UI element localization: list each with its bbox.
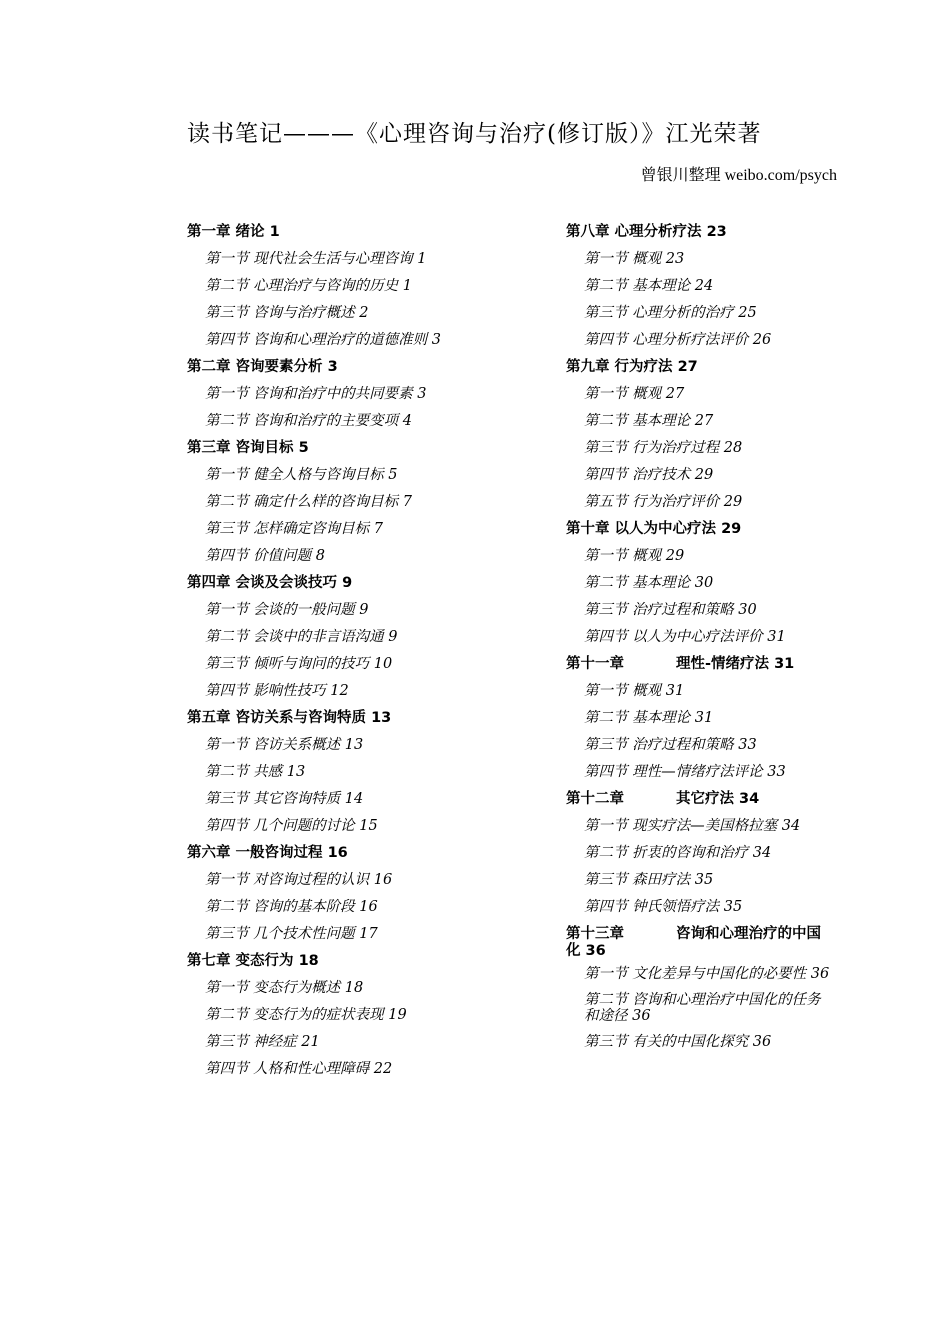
toc-chapter-number: 第十二章 <box>566 791 624 807</box>
toc-section-entry[interactable]: 第一节 咨访关系概述 13 <box>205 737 364 753</box>
toc-section-entry[interactable]: 第二节 折衷的咨询和治疗 34 <box>584 845 772 861</box>
toc-section-entry[interactable]: 第四节 几个问题的讨论 15 <box>205 818 378 834</box>
toc-section-entry[interactable]: 第二节 共感 13 <box>205 764 306 780</box>
toc-section-entry[interactable]: 第二节 心理治疗与咨询的历史 1 <box>205 278 412 294</box>
toc-section-entry[interactable]: 第二节 确定什么样的咨询目标 7 <box>205 494 412 510</box>
toc-section-entry[interactable]: 第三节 心理分析的治疗 25 <box>584 305 757 321</box>
toc-chapter-group <box>187 948 537 1083</box>
toc-chapter-number: 第十三章 <box>566 926 624 942</box>
toc-chapter-heading: 第五章 咨访关系与咨询特质 13 <box>187 710 392 726</box>
toc-section-entry[interactable]: 第二节 基本理论 30 <box>584 575 714 591</box>
toc-section-entry[interactable]: 第二节 基本理论 24 <box>584 278 714 294</box>
toc-section-entry[interactable]: 第一节 概观 23 <box>584 251 685 267</box>
toc-section-entry[interactable]: 第一节 会谈的一般问题 9 <box>205 602 369 618</box>
toc-chapter-number: 第十一章 <box>566 656 624 672</box>
toc-section-entry[interactable]: 第二节 会谈中的非言语沟通 9 <box>205 629 398 645</box>
toc-section-entry[interactable]: 第四节 心理分析疗法评价 26 <box>584 332 772 348</box>
toc-section-entry[interactable]: 第二节 基本理论 27 <box>584 413 714 429</box>
toc-chapter-heading <box>566 786 831 813</box>
toc-section-entry[interactable]: 第二节 变态行为的症状表现 19 <box>205 1007 407 1023</box>
toc-section-entry[interactable]: 第三节 咨询与治疗概述 2 <box>205 305 369 321</box>
toc-section-entry[interactable]: 第三节 怎样确定咨询目标 7 <box>205 521 383 537</box>
toc-chapter-heading: 第二章 咨询要素分析 3 <box>187 359 338 375</box>
toc-chapter-heading: 第十章 以人为中心疗法 29 <box>566 521 742 537</box>
toc-chapter-group <box>566 516 831 651</box>
toc-section-entry[interactable]: 第三节 有关的中国化探究 36 <box>584 1034 772 1050</box>
toc-chapter-heading: 第七章 变态行为 18 <box>187 953 319 969</box>
toc-chapter-group <box>187 570 537 705</box>
toc-section-entry[interactable]: 第一节 概观 31 <box>584 683 685 699</box>
toc-chapter-title: 咨询和心理治疗的中国化 36 <box>566 926 821 959</box>
toc-chapter-group <box>187 435 537 570</box>
toc-chapter-group <box>566 651 831 786</box>
toc-section-entry[interactable]: 第二节 基本理论 31 <box>584 710 714 726</box>
author-credit: 曾银川整理 weibo.com/psych <box>640 167 837 184</box>
toc-chapter-title: 理性-情绪疗法 31 <box>676 656 795 672</box>
toc-section-entry[interactable]: 第四节 价值问题 8 <box>205 548 325 564</box>
toc-section-entry[interactable]: 第四节 以人为中心疗法评价 31 <box>584 629 786 645</box>
toc-section-entry[interactable]: 第四节 治疗技术 29 <box>584 467 714 483</box>
toc-chapter-group <box>187 219 537 354</box>
toc-section-entry[interactable]: 第一节 现代社会生活与心理咨询 1 <box>205 251 427 267</box>
toc-chapter-heading: 第一章 绪论 1 <box>187 224 280 240</box>
toc-section-entry[interactable]: 第三节 治疗过程和策略 33 <box>584 737 757 753</box>
toc-chapter-group <box>566 786 831 921</box>
toc-section-entry[interactable]: 第三节 森田疗法 35 <box>584 872 714 888</box>
toc-section-entry[interactable]: 第一节 概观 27 <box>584 386 685 402</box>
toc-section-entry[interactable]: 第三节 神经症 21 <box>205 1034 320 1050</box>
toc-chapter-group <box>187 705 537 840</box>
document-title: 读书笔记———《心理咨询与治疗(修订版）》江光荣著 <box>187 121 762 147</box>
toc-section-entry[interactable]: 第四节 影响性技巧 12 <box>205 683 349 699</box>
toc-section-entry[interactable]: 第三节 行为治疗过程 28 <box>584 440 743 456</box>
toc-section-entry[interactable]: 第二节 咨询的基本阶段 16 <box>205 899 378 915</box>
toc-chapter-heading: 第四章 会谈及会谈技巧 9 <box>187 575 353 591</box>
toc-chapter-heading: 第九章 行为疗法 27 <box>566 359 698 375</box>
toc-section-entry[interactable]: 第二节 咨询和心理治疗中国化的任务和途径 36 <box>584 992 821 1024</box>
toc-left-column <box>187 219 537 1083</box>
toc-section-entry[interactable]: 第一节 文化差异与中国化的必要性 36 <box>584 966 830 982</box>
toc-section-entry[interactable]: 第三节 倾听与询问的技巧 10 <box>205 656 393 672</box>
toc-section-entry[interactable]: 第四节 人格和性心理障碍 22 <box>205 1061 393 1077</box>
toc-chapter-heading: 第八章 心理分析疗法 23 <box>566 224 727 240</box>
toc-section-entry[interactable]: 第三节 其它咨询特质 14 <box>205 791 364 807</box>
toc-chapter-heading <box>566 651 831 678</box>
toc-section-entry[interactable]: 第一节 健全人格与咨询目标 5 <box>205 467 398 483</box>
toc-chapter-group <box>566 219 831 354</box>
toc-section-entry[interactable]: 第一节 概观 29 <box>584 548 685 564</box>
toc-section-entry[interactable]: 第四节 理性—情绪疗法评论 33 <box>584 764 786 780</box>
toc-chapter-heading: 第三章 咨询目标 5 <box>187 440 309 456</box>
toc-section-entry[interactable]: 第三节 几个技术性问题 17 <box>205 926 378 942</box>
toc-right-column <box>566 219 831 1054</box>
toc-section-entry[interactable]: 第一节 咨询和治疗中的共同要素 3 <box>205 386 427 402</box>
toc-section-entry[interactable]: 第一节 对咨询过程的认识 16 <box>205 872 393 888</box>
toc-chapter-group <box>566 354 831 516</box>
toc-section-entry[interactable]: 第一节 现实疗法—美国格拉塞 34 <box>584 818 801 834</box>
toc-section-entry[interactable]: 第二节 咨询和治疗的主要变项 4 <box>205 413 412 429</box>
toc-section-entry[interactable]: 第三节 治疗过程和策略 30 <box>584 602 757 618</box>
toc-chapter-group <box>566 921 831 1054</box>
toc-section-entry[interactable]: 第一节 变态行为概述 18 <box>205 980 364 996</box>
toc-chapter-heading <box>566 921 831 960</box>
toc-section-entry[interactable]: 第四节 咨询和心理治疗的道德准则 3 <box>205 332 441 348</box>
toc-chapter-title: 其它疗法 34 <box>676 791 760 807</box>
toc-section-entry[interactable]: 第四节 钟氏领悟疗法 35 <box>584 899 743 915</box>
toc-section-entry[interactable]: 第五节 行为治疗评价 29 <box>584 494 743 510</box>
toc-chapter-group <box>187 354 537 435</box>
toc-chapter-group <box>187 840 537 948</box>
toc-chapter-heading: 第六章 一般咨询过程 16 <box>187 845 348 861</box>
